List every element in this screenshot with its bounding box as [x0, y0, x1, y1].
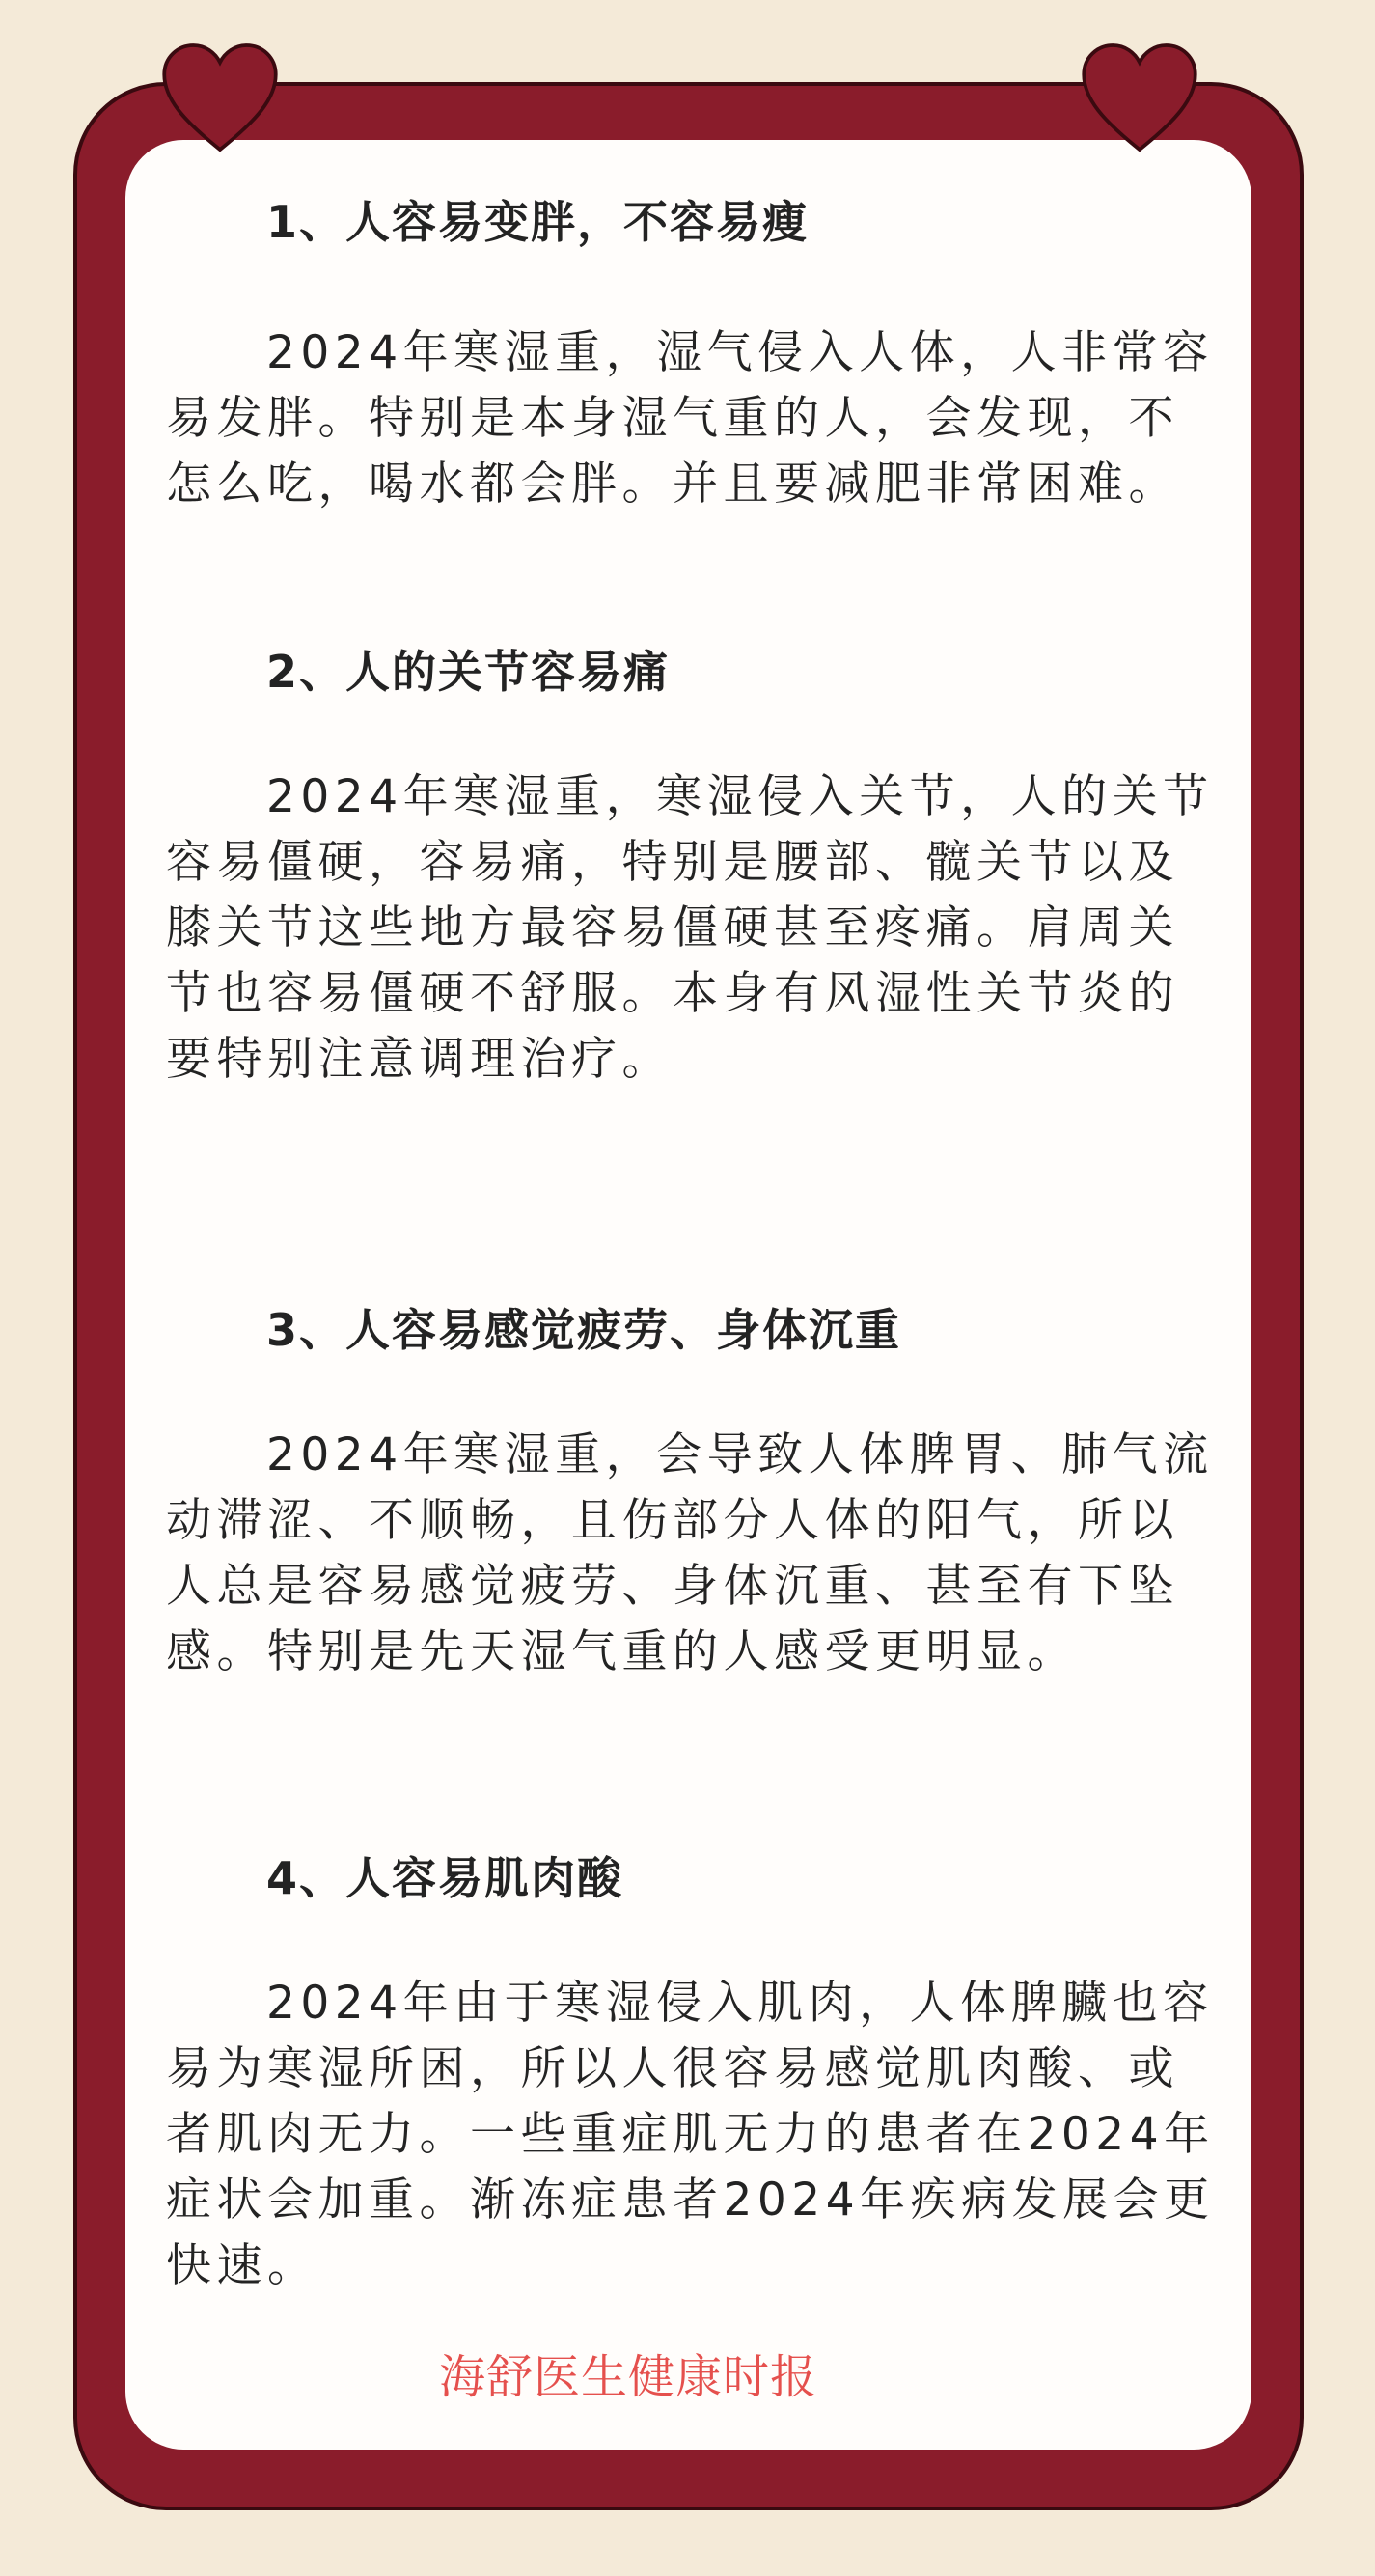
section-heading: 4、人容易肌肉酸: [266, 1852, 624, 1904]
heart-icon: [159, 41, 281, 154]
section-heading: 1、人容易变胖，不容易瘦: [266, 196, 810, 248]
section-heading: 3、人容易感觉疲劳、身体沉重: [266, 1304, 902, 1356]
watermark-text: 海舒医生健康时报: [439, 2350, 818, 2404]
section-body: 2024年寒湿重，湿气侵入人体，人非常容易发胖。特别是本身湿气重的人，会发现，不怎么吃，喝水都会胖。并且要减肥非常困难。: [166, 326, 1214, 511]
heart-icon: [1079, 41, 1200, 154]
section-body: 2024年寒湿重，会导致人体脾胃、肺气流动滞涩、不顺畅，且伤部分人体的阳气，所以人总是容易感觉疲劳、身体沉重、甚至有下坠感。特别是先天湿气重的人感受更明显。: [166, 1428, 1214, 1678]
section-heading: 2、人的关节容易痛: [266, 646, 671, 698]
section-body: 2024年寒湿重，寒湿侵入关节，人的关节容易僵硬，容易痛，特别是腰部、髋关节以及膝关节这些地方最容易僵硬甚至疼痛。肩周关节也容易僵硬不舒服。本身有风湿性关节炎的要特别注意调理治疗。: [166, 770, 1214, 1086]
section-body: 2024年由于寒湿侵入肌肉，人体脾臟也容易为寒湿所困，所以人很容易感觉肌肉酸、或者肌肉无力。一些重症肌无力的患者在2024年症状会加重。渐冻症患者2024年疾病发展会更快速。: [166, 1977, 1215, 2292]
